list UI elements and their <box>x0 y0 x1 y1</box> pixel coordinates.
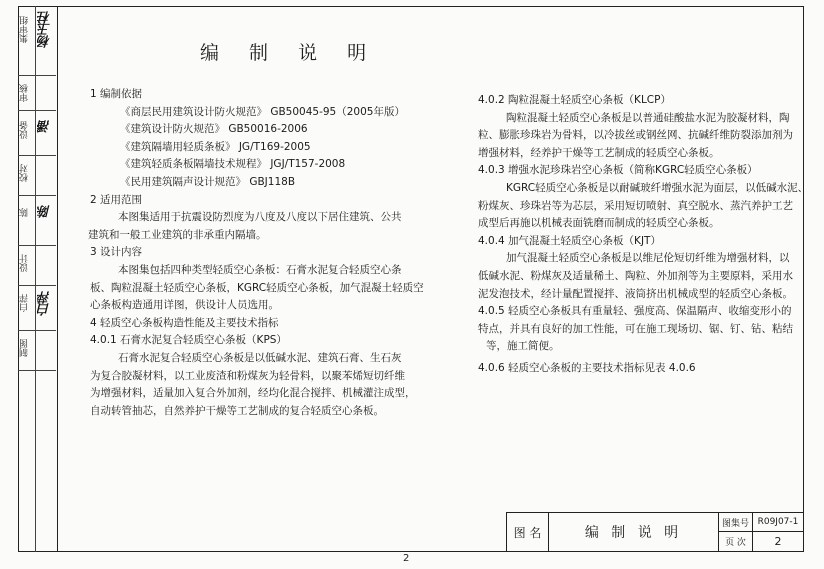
section-heading: 3 设计内容 <box>90 246 143 259</box>
reference-line: 《建筑轻质条板隔墙技术规程》 JGJ/T157-2008 <box>120 158 346 171</box>
body-line: 为增强材料，适量加入复合外加剂，经均化混合搅拌、机械灌注成型， <box>90 387 416 400</box>
page-label: 页 次 <box>719 532 753 551</box>
reference-line: 《建筑隔墙用轻质条板》 JG/T169-2005 <box>120 140 311 153</box>
body-line: 本图集包括四种类型轻质空心条板：石膏水泥复合轻质空心条 <box>118 263 402 276</box>
subsection-heading: 4.0.6 轻质空心条板的主要技术指标见表 4.0.6 <box>478 361 696 374</box>
strip-cell-4 <box>18 156 56 196</box>
document-title: 编 制 说 明 <box>200 42 379 64</box>
strip-signature: 潘 <box>38 121 53 133</box>
strip-label: 白萍 <box>20 294 30 312</box>
strip-cell-3 <box>18 111 56 156</box>
body-line: 泥发泡技术，经计量配置搅拌、液筒挤出机械成型的轻质空心条板。 <box>478 287 793 300</box>
left-column <box>90 86 470 420</box>
body-line: 为复合胶凝材料，以工业废渣和粉煤灰为轻骨料，以聚苯烯短切纤维 <box>90 369 405 382</box>
subsection-heading: 4.0.5 轻质空心条板具有重量轻、强度高、保温隔声、收缩变形小的 <box>478 305 792 318</box>
strip-label: 审核 <box>20 84 30 102</box>
section-heading: 4 轻质空心条板构造性能及主要技术指标 <box>90 316 279 329</box>
drawing-name-label: 图 名 <box>507 513 549 551</box>
body-line: 板、陶粒混凝土轻质空心条板，KGRC轻质空心条板，加气混凝土轻质空 <box>90 281 424 294</box>
strip-label: 陈 <box>20 208 30 217</box>
strip-cell-1 <box>18 6 56 76</box>
atlas-number-label: 图集号 <box>719 513 753 532</box>
strip-label: 设备 <box>20 121 30 139</box>
subsection-heading: 4.0.1 石膏水泥复合轻质空心条板（KPS） <box>90 334 287 347</box>
body-line: 特点，并具有良好的加工性能，可在施工现场切、锯、钉、钻、粘结 <box>478 322 793 335</box>
section-heading: 1 编制依据 <box>90 88 143 100</box>
atlas-number: R09J07-1 <box>753 513 803 532</box>
strip-signature: 白萍 <box>38 292 53 316</box>
strip-label: 校对 <box>20 164 30 182</box>
subsection-heading: 4.0.2 陶粒混凝土轻质空心条板（KLCP） <box>478 94 671 106</box>
title-block <box>506 512 804 552</box>
body-line: 陶粒混凝土轻质空心条板是以普通硅酸盐水泥为胶凝材料，陶 <box>506 111 790 124</box>
strip-cell-2 <box>18 76 56 111</box>
subsection-heading: 4.0.3 增强水泥珍珠岩空心条板（简称KGRC轻质空心条板） <box>478 164 758 177</box>
reference-line: 《民用建筑隔声设计规范》 GBJ118B <box>120 175 296 188</box>
body-line: 成型后再施以机械表面铣磨而制成的轻质空心条板。 <box>478 217 720 230</box>
body-line: KGRC轻质空心条板是以耐碱玻纤增强水泥为面层，以低碱水泥、 <box>506 181 809 194</box>
reference-line: 《商层民用建筑设计防火规范》 GB50045-95（2005年版） <box>120 105 405 118</box>
reference-line: 《建筑设计防火规范》 GB50016-2006 <box>120 123 308 136</box>
body-line: 建筑和一般工业建筑的非承重内隔墙。 <box>88 228 267 241</box>
page-number: 2 <box>403 553 410 564</box>
body-line: 增强材料，经养护干燥等工艺制成的轻质空心条板。 <box>478 146 720 159</box>
strip-signature: 杨玉柱 <box>38 12 53 48</box>
strip-cell-8 <box>18 331 56 371</box>
page-value: 2 <box>774 535 782 548</box>
body-line: 低碱水泥、粉煤灰及适量稀土、陶粒、外加剂等为主要原料，采用水 <box>478 269 793 282</box>
body-line: 心条板构造通用详图，供设计人员选用。 <box>90 299 279 312</box>
drawing-name: 编 制 说 明 <box>549 513 719 551</box>
body-line: 自动转管抽芯，自然养护干燥等工艺制成的复合轻质空心条板。 <box>90 404 384 417</box>
strip-label: 设计 <box>20 254 30 272</box>
body-line: 本图集适用于抗震设防烈度为八度及八度以下居住建筑、公共 <box>118 211 402 224</box>
body-line: 粒、膨胀珍珠岩为骨料，以冷拔丝或钢丝网、抗碱纤维防裂添加剂为 <box>478 129 793 142</box>
approval-strip <box>18 6 58 552</box>
section-heading: 2 适用范围 <box>90 193 143 206</box>
strip-label: 集审组 <box>20 16 30 43</box>
strip-signature: 陈 <box>38 206 53 218</box>
body-line: 石膏水泥复合轻质空心条板是以低碱水泥、建筑石膏、生石灰 <box>118 351 402 364</box>
body-line: 等，施工简便。 <box>486 340 560 353</box>
strip-cell-6 <box>18 246 56 286</box>
strip-cell-7 <box>18 286 56 331</box>
body-line: 加气混凝土轻质空心条板是以维尼伦短切纤维为增强材料，以 <box>506 252 790 265</box>
strip-label: 制图 <box>20 339 30 357</box>
body-line: 粉煤灰、珍珠岩等为芯层，采用短切喷射、真空脱水、蒸汽养护工艺 <box>478 199 793 212</box>
strip-cell-5 <box>18 196 56 246</box>
right-column <box>478 92 809 378</box>
subsection-heading: 4.0.4 加气混凝土轻质空心条板（KJT） <box>478 234 661 247</box>
